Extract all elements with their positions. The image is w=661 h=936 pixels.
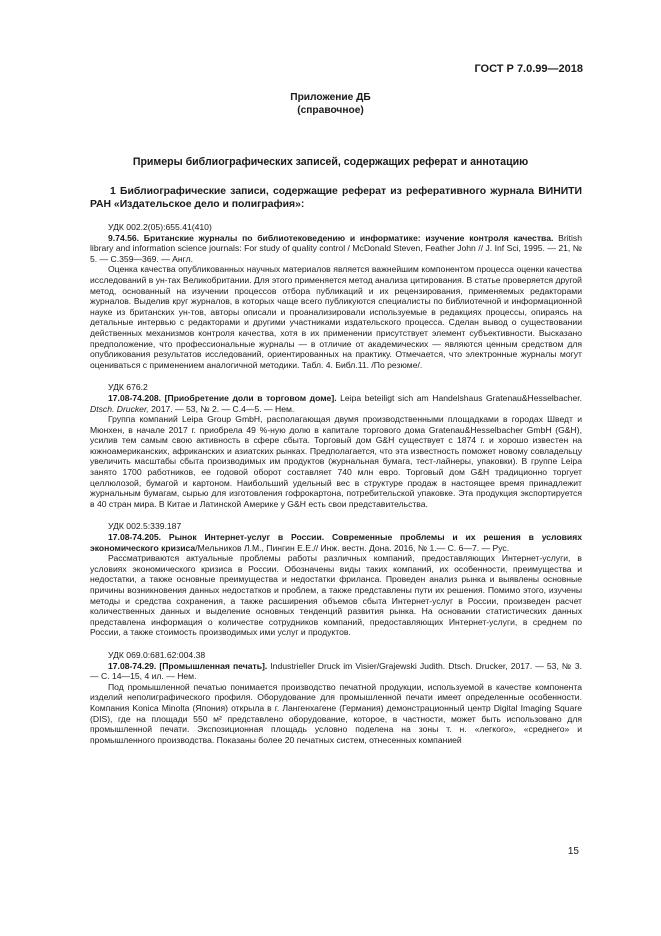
entry-citation	[90, 233, 582, 265]
entry-title: Рынок Интернет-услуг в России. Современные проблемы и их решения в условиях экономического кризиса	[90, 532, 582, 553]
entry-title: [Приобретение доли в торговом доме].	[164, 392, 337, 403]
entry-citation	[90, 393, 582, 414]
page-number: 15	[567, 846, 579, 857]
abstract-number: 17.08-74.29.	[108, 660, 157, 671]
entry-citation	[90, 532, 582, 553]
entries-list	[90, 222, 582, 757]
abstract-number: 17.08-74.205.	[108, 532, 162, 543]
udc-code: УДК 676.2	[108, 382, 148, 393]
abstract-number: 17.08-74.208.	[108, 392, 162, 403]
section-title: Примеры библиографических записей, содержащих реферат и аннотацию	[132, 156, 529, 168]
entry-title: Британские журналы по библиотековедению и информатике: изучение контроля качества.	[143, 232, 554, 243]
udc-code: УДК 002.2(05):655.41(410)	[108, 222, 212, 232]
entry-source: British library and information science journals: For study of quality control / McDonald Steven, Feather John // J. Inf Sci, 1995. — 21, № 5. — С.359—369. — Англ.	[90, 232, 582, 264]
entry-source: /Мельников Л.М., Пингин Е.Е.// Инж. вестн. Дона. 2016, № 1.— С. 6—7. — Рус.	[195, 542, 510, 553]
appendix-heading	[0, 92, 661, 117]
entry-source: Leipa beteiligt sich am Handelshaus Gratenau&Hesselbacher.	[340, 392, 582, 403]
udc-code: УДК 069.0:681.62:004.38	[108, 649, 206, 660]
bibliographic-entry	[90, 521, 582, 638]
abstract-number: 9.74.56.	[108, 232, 140, 243]
bibliographic-entry	[90, 222, 582, 370]
bibliographic-entry	[90, 650, 582, 745]
entry-title: [Промышленная печать].	[159, 660, 268, 671]
entry-source: Industrieller Druck im Visier/Grajewski Judith. Dtsch. Drucker, 2017. — 53, № 3. — С. 14—15, 4 ил. — Нем.	[90, 660, 582, 682]
bibliographic-entry	[90, 382, 582, 509]
subsection-heading: 1 Библиографические записи, содержащие реферат из реферативного журнала ВИНИТИ РАН «Издательское дело и полиграфия»:	[90, 186, 582, 210]
udc-code: УДК 002.5:339.187	[108, 521, 182, 532]
entry-abstract: Оценка качества опубликованных научных материалов является важнейшим компонентом процесса оценки качества исследований в ун-тах Великобритании. Для этого применяется метод анализа цитирования. В статье проверяется другой метод, основанный на изучении процессов отбора публикаций и их рецензирования, применяемых редакторами журналов. Выделив круг журналов, в которых чаще всего публикуются специалисты по библиотечной и информационной науке из британских ун-тов, авторы описали и проанализировали используемые в редакциях процессы, опираясь на детальные интервью с редакторами и другими участниками издательского процесса. Сделан вывод о существовании действенных механизмов контроля качества, хотя в их применении присутствует элемент субъективности. Высказано предположение, что профессиональные журналы — в отличие от академических — являются ценным средством для опубликования результатов исследований, ориентированных на практику. Отмечается, что электронные журналы могут оцениваться с применением аналогичной методики. Табл. 4. Библ.11. /По резюме/.	[90, 264, 582, 370]
entry-abstract: Группа компаний Leipa Group GmbH, располагающая двумя производственными площадками в городах Шведт и Мюнхен, в начале 2017 г. приобрела 49 %-ную долю в капитале торгового дома Gratenau&Hesselbacher GmbH (G&H), усилив тем самым свою активность в сфере сбыта. Торговый дом G&H существует с 1874 г. и хорошо известен на южноамериканских, африканских и азиатских рынках. Предполагается, что эта известность поможет новому совладельцу увеличить масштабы сбыта производимых им продуктов (журнальная бумага, тест-лайнеры, упаковки). В группе Leipa занято 1700 работников, ее годовой оборот составляет 740 млн евро. Торговый дом G&H традиционно торгует целлюлозой, бумагой и картоном. Наибольший удельный вес в структуре продаж в настоящее время принадлежит журнальным бумагам, сырью для изготовления гофрокартона, потребительской упаковке. Эта продукция экспортируется в 40 стран мира. В Китае и Латинской Америке у G&H есть свои представительства.	[90, 414, 582, 509]
entry-citation	[90, 661, 582, 682]
appendix-subtitle: (справочное)	[297, 104, 364, 116]
standard-number: ГОСТ Р 7.0.99—2018	[474, 63, 583, 75]
appendix-title: Приложение ДБ	[290, 92, 371, 103]
entry-abstract: Рассматриваются актуальные проблемы работы различных компаний, предоставляющих Интернет-услуги, в условиях экономического кризиса в России. Обозначены виды таких компаний, их особенности, преимущества и недостатки, а также основные преимущества и недостатки фриланса. Проведен анализ рынка и выявлены основные причины возникновения данных недостатков и проблем, а также представлены пути их решения. Помимо этого, изучены методы и средства сохранения, а также расширения объемов сбыта Интернет-услуг в России, произведен расчет количественных данных и выделение основных тенденций развития рынка. На основании статистических данных представлена информация о количестве сотрудников компаний, предоставляющих Интернет-услуги, в среднем по России, а также стоимость производимых ими услуг и продуктов.	[90, 553, 582, 638]
entry-abstract: Под промышленной печатью понимается производство печатной продукции, используемой в качестве компонента изделий неполиграфического профиля. Оборудование для промышленной печати имеет определенные особенности. Компания Konica Minolta (Япония) открыла в г. Лангенхагене (Германия) демонстрационный центр Digital Imaging Square (DIS), где на площади 550 м² представлено оборудование, которое, в частности, может быть использовано для промышленной печати. Экспозиционная площадь условно поделена на зоны т. н. «легкого», «среднего» и промышленного производства. Показаны более 20 печатных систем, отнесенных компанией	[90, 681, 582, 745]
entry-journal: Dtsch. Drucker,	[90, 403, 149, 414]
entry-source-tail: 2017. — 53, № 2. — С.4—5. — Нем.	[151, 403, 295, 414]
